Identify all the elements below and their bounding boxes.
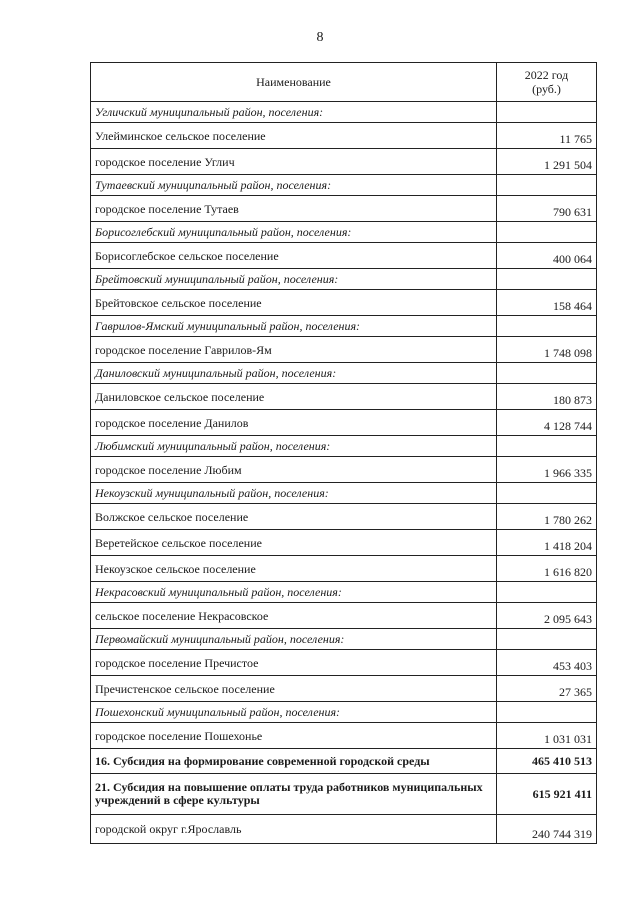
row-value: 1 616 820 (497, 556, 597, 582)
row-value (497, 582, 597, 603)
row-name: городское поселение Углич (91, 149, 497, 175)
table-row (91, 723, 597, 749)
row-name: Веретейское сельское поселение (91, 530, 497, 556)
row-value: 158 464 (497, 290, 597, 316)
row-name: Тутаевский муниципальный район, поселения: (91, 175, 497, 196)
row-name: Угличский муниципальный район, поселения: (91, 102, 497, 123)
header-unit-label: (руб.) (532, 82, 561, 96)
table-row (91, 290, 597, 316)
header-year-label: 2022 год (524, 68, 569, 82)
district-row (91, 269, 597, 290)
row-name: Некоузский муниципальный район, поселения: (91, 483, 497, 504)
table-row (91, 530, 597, 556)
district-row (91, 483, 597, 504)
district-row (91, 702, 597, 723)
row-name: Даниловское сельское поселение (91, 384, 497, 410)
page-number: 8 (316, 30, 324, 45)
table-row (91, 603, 597, 629)
row-value: 465 410 513 (497, 749, 597, 774)
row-name: городское поселение Любим (91, 457, 497, 483)
row-name: Любимский муниципальный район, поселения: (91, 436, 497, 457)
row-value: 400 064 (497, 243, 597, 269)
subsidy-row (91, 749, 597, 774)
row-value: 4 128 744 (497, 410, 597, 436)
table-row (91, 196, 597, 222)
row-value: 1 748 098 (497, 337, 597, 363)
row-name: Улейминское сельское поселение (91, 123, 497, 149)
row-name: городское поселение Пошехонье (91, 723, 497, 749)
table-row (91, 123, 597, 149)
row-name: Брейтовское сельское поселение (91, 290, 497, 316)
table-row (91, 556, 597, 582)
row-value: 790 631 (497, 196, 597, 222)
row-value (497, 102, 597, 123)
district-row (91, 175, 597, 196)
table-row (91, 337, 597, 363)
row-value: 1 966 335 (497, 457, 597, 483)
row-value: 27 365 (497, 676, 597, 702)
row-value: 11 765 (497, 123, 597, 149)
row-name: Волжское сельское поселение (91, 504, 497, 530)
row-value (497, 483, 597, 504)
row-value (497, 363, 597, 384)
row-value: 1 031 031 (497, 723, 597, 749)
row-value: 2 095 643 (497, 603, 597, 629)
table-body (91, 102, 597, 844)
row-value: 1 291 504 (497, 149, 597, 175)
district-row (91, 436, 597, 457)
row-name: Брейтовский муниципальный район, поселения: (91, 269, 497, 290)
table-row (91, 410, 597, 436)
district-row (91, 316, 597, 337)
row-value (497, 702, 597, 723)
row-name: городское поселение Пречистое (91, 650, 497, 676)
subsidy-row (91, 774, 597, 815)
row-value (497, 175, 597, 196)
table-row (91, 650, 597, 676)
row-name: городское поселение Тутаев (91, 196, 497, 222)
row-value: 1 780 262 (497, 504, 597, 530)
district-row (91, 629, 597, 650)
row-name: Некоузское сельское поселение (91, 556, 497, 582)
row-name: сельское поселение Некрасовское (91, 603, 497, 629)
table-row (91, 149, 597, 175)
header-name: Наименование (91, 63, 497, 102)
row-value: 240 744 319 (497, 815, 597, 844)
row-value: 615 921 411 (497, 774, 597, 815)
district-row (91, 222, 597, 243)
row-name: городское поселение Гаврилов-Ям (91, 337, 497, 363)
row-name: Даниловский муниципальный район, поселения: (91, 363, 497, 384)
table-header-row (91, 63, 597, 102)
row-value: 180 873 (497, 384, 597, 410)
row-name: городской округ г.Ярославль (91, 815, 497, 844)
row-value (497, 269, 597, 290)
header-year (497, 63, 597, 102)
row-name: городское поселение Данилов (91, 410, 497, 436)
row-name: 16. Субсидия на формирование современной городской среды (91, 749, 497, 774)
table-row (91, 504, 597, 530)
district-row (91, 102, 597, 123)
table-row (91, 815, 597, 844)
table-row (91, 676, 597, 702)
row-name: Борисоглебское сельское поселение (91, 243, 497, 269)
row-value (497, 436, 597, 457)
row-value: 1 418 204 (497, 530, 597, 556)
row-name: Пречистенское сельское поселение (91, 676, 497, 702)
row-value (497, 316, 597, 337)
row-name: Некрасовский муниципальный район, поселения: (91, 582, 497, 603)
budget-table (90, 62, 597, 844)
table-row (91, 457, 597, 483)
row-name: Первомайский муниципальный район, поселения: (91, 629, 497, 650)
district-row (91, 582, 597, 603)
row-name: Борисоглебский муниципальный район, поселения: (91, 222, 497, 243)
table-row (91, 384, 597, 410)
row-name: Пошехонский муниципальный район, поселения: (91, 702, 497, 723)
district-row (91, 363, 597, 384)
row-name: 21. Субсидия на повышение оплаты труда работников муниципальных учреждений в сфере культуры (91, 774, 497, 815)
row-value (497, 222, 597, 243)
row-name: Гаврилов-Ямский муниципальный район, поселения: (91, 316, 497, 337)
row-value: 453 403 (497, 650, 597, 676)
table-row (91, 243, 597, 269)
row-value (497, 629, 597, 650)
